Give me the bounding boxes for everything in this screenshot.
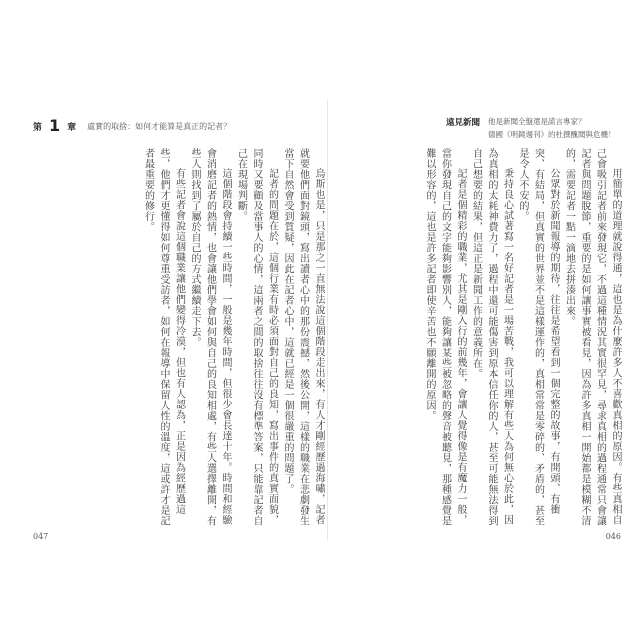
book-subtitle-line: 德國《明鏡週刊》的杜撰醜聞與危機！ bbox=[488, 130, 616, 139]
chapter-title: 虛實的取捨：如何才能算是真正的記者？ bbox=[87, 121, 232, 131]
chapter-number: 1 bbox=[49, 116, 61, 135]
paragraph: 烏斯也是，只是那之一直無法說這個階段走出來，有人才剛經歷過海嘯，記者就要他們面對鏡頭，寫出讀者心中的那份震撼，然後公開，這樣的職業在悲劇發生當下自然會受到質疑，因此在記者心中，這就已經是一個很嚴重的問題了。 bbox=[282, 148, 324, 526]
page-number: 046 bbox=[605, 532, 621, 541]
running-header-left bbox=[33, 118, 231, 134]
paragraph: 用簡單的道理就說得通，這也是為什麼許多人不喜歡真相的原因。有些真相自己會吸引記者前來發現它，不過這種情況其實很罕見，尋求真相的過程通常只會讓記者與問題脫節，重要的是如何讓事實被看見，因為許多真相一開始都是模糊不清的，需要記者一點一滴地去拼湊出來。 bbox=[563, 148, 621, 526]
paragraph: 有些記者會說這個職業讓他們變得冷漠，但也有人認為，正是因為經歷過這些，他們才更懂得如何尊重受訪者，如何在報導中保留人性的溫度，這或許才是記者最重要的修行。 bbox=[142, 148, 185, 526]
spine-divider bbox=[327, 100, 328, 540]
series-tag: 遠見新聞 bbox=[446, 118, 481, 128]
paragraph: 公眾對於新聞報導的期待，往往是希望看到一個完整的故事，有開頭、有衝突、有結局，但真實的世界並不是這樣運作的，真相常常是零碎的、矛盾的，甚至是令人不安的。 bbox=[517, 148, 559, 526]
paragraph: 秉持良心試著寫一名好記者是一場苦戰，我可以理解有些人為何無心於此，因為真相的太耗神費力了，過程中還可能傷害到原本信任你的人，甚至可能無法得到自己想要的結果，但這正是新聞工作的意義所在。 bbox=[470, 148, 513, 526]
body-text-left bbox=[33, 148, 326, 530]
paragraph: 這個階段會持續一些時間，一般是幾年時間，但很少會長達十年。時間和經驗會消磨記者的熱情，也會讓他們學會如何與自己的良知相處，有些人選擇離開，有些人則找到了屬於自己的方式繼續走下去。 bbox=[189, 148, 231, 526]
paragraph: 記者的問題在於，這個行業有時必須面對自己的良知，寫出事件的真實面貌，同時又要顧及當事人的心情，這兩者之間的取捨往往沒有標準答案，只能靠記者自己在現場判斷。 bbox=[235, 148, 278, 526]
chapter-suffix: 章 bbox=[67, 122, 77, 133]
left-page bbox=[33, 108, 326, 540]
book-title-line: 他是新聞全盤還是謊言專家？ bbox=[488, 117, 586, 126]
chapter-prefix: 第 bbox=[33, 122, 43, 133]
page-number: 047 bbox=[33, 532, 49, 541]
paragraph: 記者是個精彩的職業，尤其是剛入行的前幾年，會讓人覺得像是有魔力一般，當你發現自己的文字能夠影響別人，能夠讓某些被忽略的聲音被聽見，那種感覺是難以形容的，這也是許多記者即使辛苦也不願離開的原因。 bbox=[424, 148, 466, 526]
body-text-right bbox=[330, 148, 623, 530]
right-page bbox=[330, 108, 623, 540]
book-title-block bbox=[488, 116, 616, 140]
running-header-right bbox=[446, 116, 616, 140]
